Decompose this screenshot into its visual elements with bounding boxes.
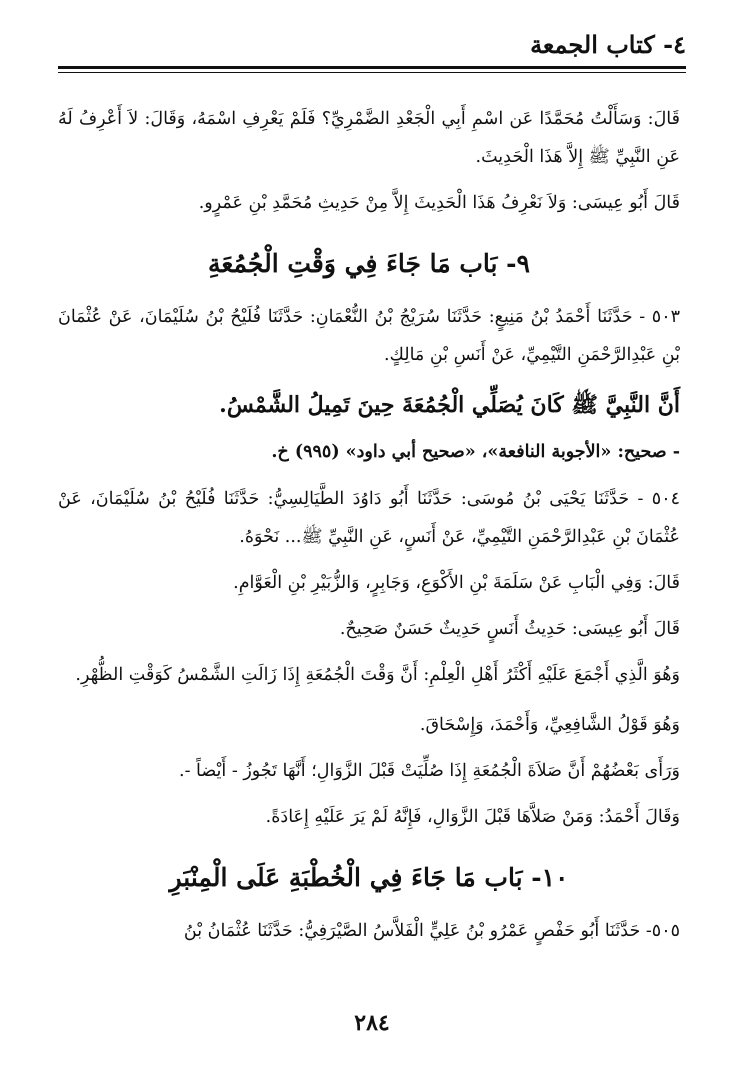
hadith-505-isnad: ٥٠٥- حَدَّثَنَا أَبُو حَفْصٍ عَمْرُو بْنُ عَلِيٍّ الْفَلاَّسُ الصَّيْرَفِيُّ: حَدَّثَنَا عُثْمَانُ بْنُ bbox=[183, 921, 680, 941]
page-number: ٢٨٤ bbox=[354, 1010, 390, 1036]
paragraph-shafii: وَهُوَ قَوْلُ الشَّافِعِيِّ، وَأَحْمَدَ، وَإِسْحَاقَ. bbox=[419, 715, 680, 735]
paragraph-abu-isa-comment-2: قَالَ أَبُو عِيسَى: حَدِيثُ أَنَسٍ حَدِيثٌ حَسَنٌ صَحِيحٌ. bbox=[339, 619, 680, 639]
running-header-title: ٤- كتاب الجمعة bbox=[530, 30, 686, 59]
chapter-heading-9: ٩- بَاب مَا جَاءَ فِي وَقْتِ الْجُمُعَةِ bbox=[208, 249, 530, 278]
paragraph-ahmad: وَقَالَ أَحْمَدُ: وَمَنْ صَلاَّهَا قَبْلَ الزَّوَالِ، فَإِنَّهُ لَمْ يَرَ عَلَيْهِ إِعَادَةً. bbox=[265, 807, 680, 827]
header-rule-thin bbox=[58, 72, 686, 73]
header-rule-thick bbox=[58, 66, 686, 69]
chapter-heading-10: ١٠- بَاب مَا جَاءَ فِي الْخُطْبَةِ عَلَى الْمِنْبَرِ bbox=[169, 863, 569, 892]
paragraph-fil-bab: قَالَ: وَفِي الْبَابِ عَنْ سَلَمَةَ بْنِ الأَكْوَعِ، وَجَابِرٍ، وَالزُّبَيْرِ بْنِ الْعَوَّامِ. bbox=[233, 573, 680, 593]
paragraph-abu-isa-comment-1: قَالَ أَبُو عِيسَى: وَلاَ نَعْرِفُ هَذَا الْحَدِيثَ إِلاَّ مِنْ حَدِيثِ مُحَمَّدِ بْنِ عَمْرٍو. bbox=[198, 193, 680, 213]
running-header bbox=[58, 28, 686, 68]
hadith-504-isnad: ٥٠٤ - حَدَّثَنَا يَحْيَى بْنُ مُوسَى: حَدَّثَنَا أَبُو دَاوُدَ الطَّيَالِسِيُّ: حَدَّثَنَا فُلَيْحُ بْنُ سُلَيْمَانَ، عَنْ عُثْمَانَ بْنِ عَبْدِالرَّحْمَنِ التَّيْمِيِّ، عَنْ أَنَسٍ، عَنِ النَّبِيِّ ﷺ... نَحْوَهُ. bbox=[58, 489, 680, 547]
paragraph-some-scholars: وَرَأَى بَعْضُهُمْ أَنَّ صَلاَةَ الْجُمُعَةِ إِذَا صُلِّيَتْ قَبْلَ الزَّوَالِ؛ أَنَّهَا تَجُوزُ - أَيْضاً -. bbox=[179, 761, 680, 781]
hadith-503-grading: - صحيح: «الأجوبة النافعة»، «صحيح أبي داود» (٩٩٥) خ. bbox=[271, 442, 680, 462]
paragraph-question-about-abu-jad: قَالَ: وَسَأَلْتُ مُحَمَّدًا عَن اسْمِ أَبِي الْجَعْدِ الضَّمْرِيِّ؟ فَلَمْ يَعْرِفِ اسْمَهُ، وَقَالَ: لاَ أَعْرِفُ لَهُ عَنِ النَّبِيِّ ﷺ إِلاَّ هَذَا الْحَدِيثَ. bbox=[58, 109, 680, 167]
hadith-503-isnad: ٥٠٣ - حَدَّثَنَا أَحْمَدُ بْنُ مَنِيعٍ: حَدَّثَنَا سُرَيْجُ بْنُ النُّعْمَانِ: حَدَّثَنَا فُلَيْحُ بْنُ سُلَيْمَانَ، عَنْ عُثْمَانَ بْنِ عَبْدِالرَّحْمَنِ التَّيْمِيِّ، عَنْ أَنَسِ بْنِ مَالِكٍ. bbox=[58, 307, 680, 365]
paragraph-ijma: وَهُوَ الَّذِي أَجْمَعَ عَلَيْهِ أَكْثَرُ أَهْلِ الْعِلْمِ: أَنَّ وَقْتَ الْجُمُعَةِ إِذَا زَالَتِ الشَّمْسُ كَوَقْتِ الظُّهْرِ. bbox=[75, 665, 680, 685]
page-content bbox=[58, 100, 680, 950]
hadith-503-matn: أَنَّ النَّبِيَّ ﷺ كَانَ يُصَلِّي الْجُمُعَةَ حِينَ تَمِيلُ الشَّمْسُ. bbox=[219, 392, 680, 418]
